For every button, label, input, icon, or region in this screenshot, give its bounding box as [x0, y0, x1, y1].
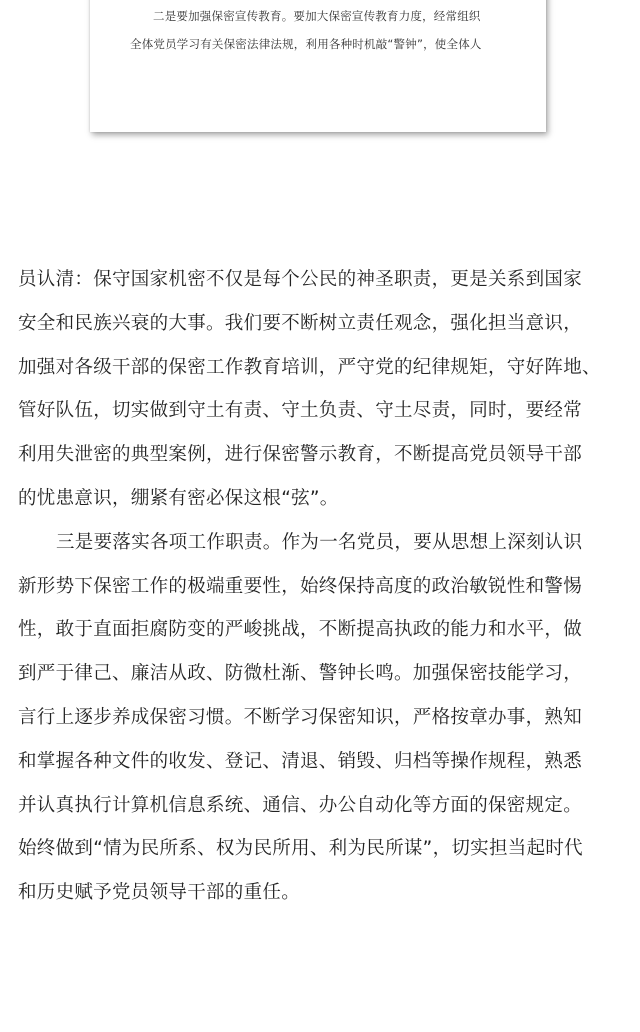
- article-line: 安全和民族兴衰的大事。我们要不断树立责任观念，强化担当意识，: [18, 312, 583, 334]
- article-line: 并认真执行计算机信息系统、通信、办公自动化等方面的保密规定。: [18, 794, 583, 816]
- article-line: 新形势下保密工作的极端重要性，始终保持高度的政治敏锐性和警惕: [18, 575, 583, 597]
- article-line: 利用失泄密的典型案例，进行保密警示教育，不断提高党员领导干部: [18, 444, 583, 466]
- article-line: 的忧患意识，绷紧有密必保这根“弦”。: [18, 487, 339, 509]
- article-line: 管好队伍，切实做到守土有责、守土负责、守土尽责，同时，要经常: [18, 400, 583, 422]
- paragraph-start-line: 三是要落实各项工作职责。作为一名党员，要从思想上深刻认识: [56, 531, 583, 553]
- article-line: 到严于律己、廉洁从政、防微杜渐、警钟长鸣。加强保密技能学习，: [18, 663, 583, 685]
- document-preview-card: [90, 0, 546, 132]
- preview-line-2: 全体党员学习有关保密法律法规，利用各种时机敲“警钟”，使全体人: [130, 37, 482, 51]
- article-line: 和历史赋予党员领导干部的重任。: [18, 882, 301, 904]
- article-line: 性，敢于直面拒腐防变的严峻挑战，不断提高执政的能力和水平，做: [18, 619, 583, 641]
- article-line: 始终做到“情为民所系、权为民所用、利为民所谋”，切实担当起时代: [18, 838, 583, 860]
- article-line: 员认清：保守国家机密不仅是每个公民的神圣职责，更是关系到国家: [18, 269, 583, 290]
- preview-line-1: 二是要加强保密宣传教育。要加大保密宣传教育力度，经常组织: [153, 9, 481, 23]
- article-body: [18, 258, 640, 915]
- article-line: 言行上逐步养成保密习惯。不断学习保密知识，严格按章办事，熟知: [18, 706, 583, 728]
- article-line: 加强对各级干部的保密工作教育培训，严守党的纪律规矩，守好阵地、: [18, 356, 601, 378]
- article-line: 和掌握各种文件的收发、登记、清退、销毁、归档等操作规程，熟悉: [18, 750, 583, 772]
